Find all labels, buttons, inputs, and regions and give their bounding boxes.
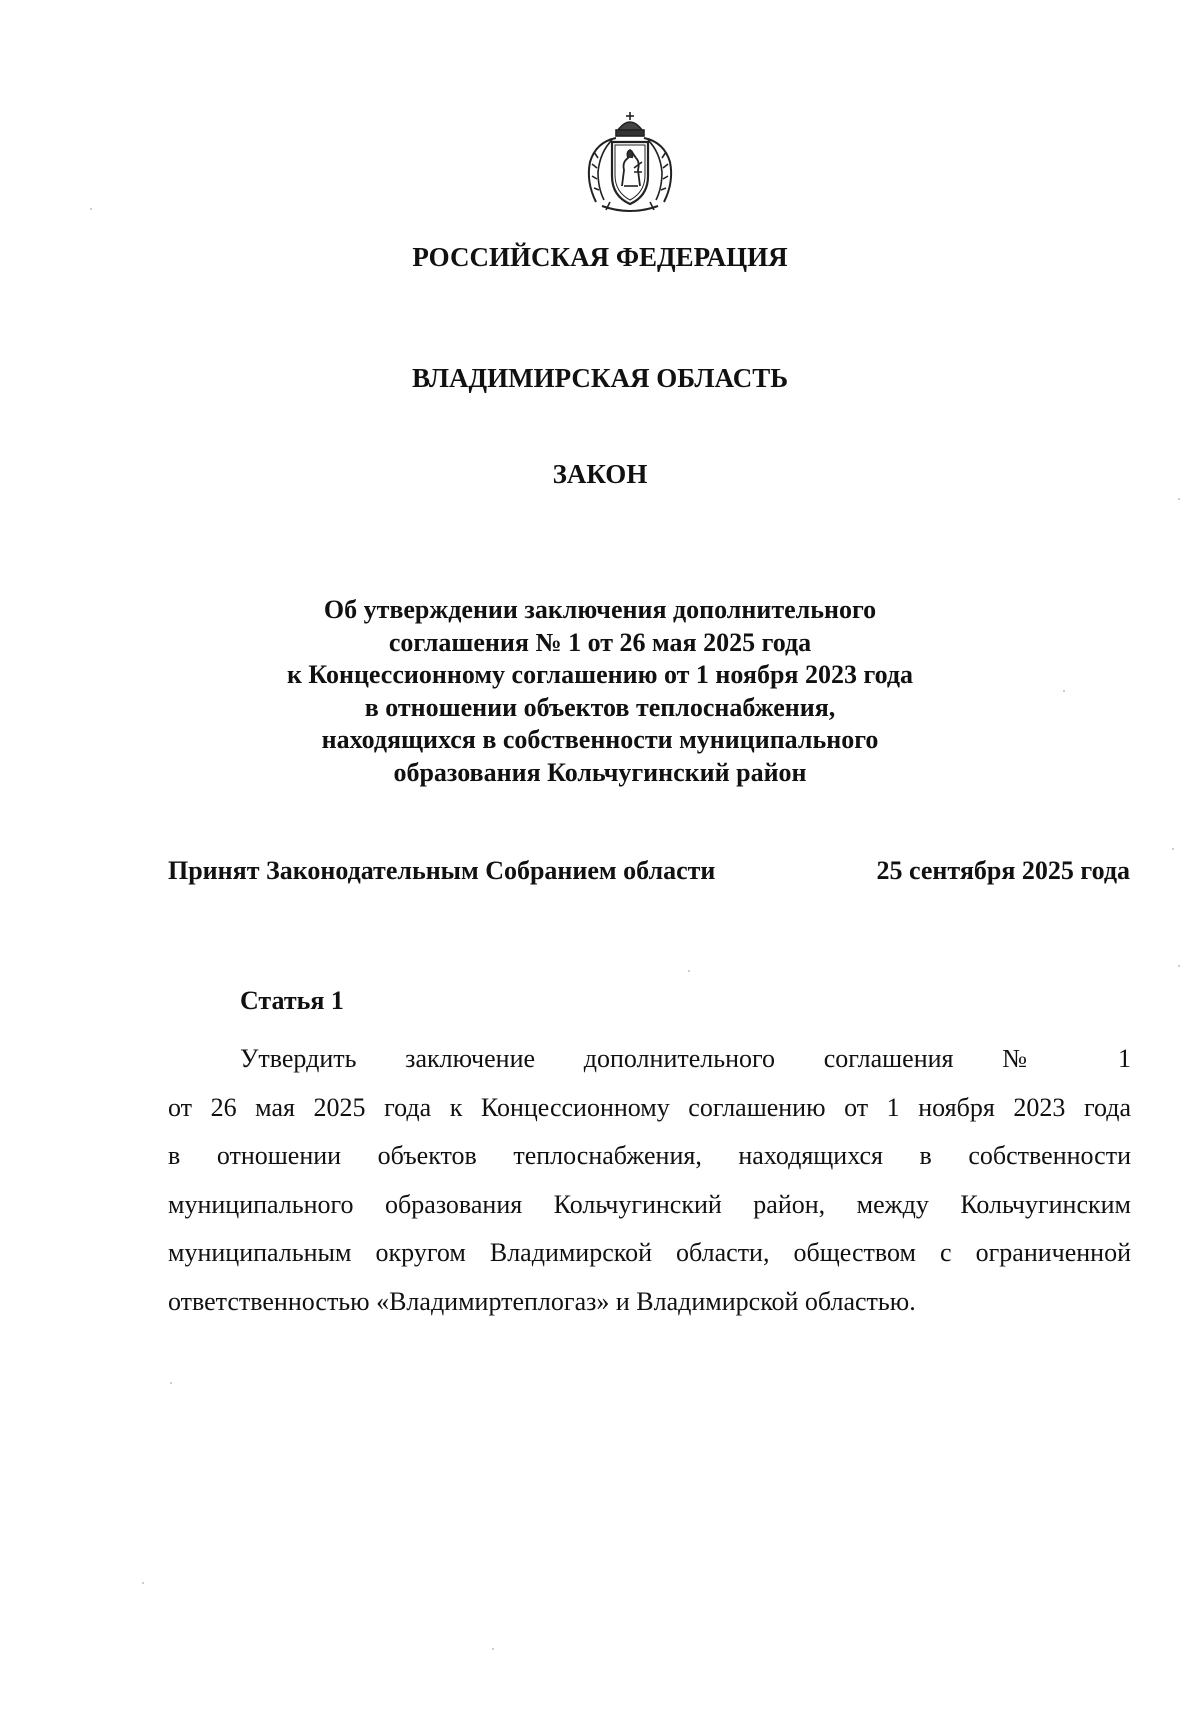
document-type-heading: ЗАКОН <box>552 459 648 489</box>
law-title-line: соглашения № 1 от 26 мая 2025 года <box>388 627 812 657</box>
article-body-line: муниципальным округом Владимирской области, обществом с ограниченной <box>168 1238 1131 1267</box>
article-body <box>168 1035 1131 1326</box>
scan-speck <box>1178 965 1180 967</box>
coat-of-arms-icon <box>582 112 678 214</box>
scan-speck <box>90 208 92 210</box>
scan-speck <box>1178 498 1180 500</box>
scan-speck <box>492 1648 494 1650</box>
article-body-line: муниципального образования Кольчугинский район, между Кольчугинским <box>168 1189 1131 1219</box>
adoption-date: 25 сентября 2025 года <box>876 856 1130 885</box>
article-title: Статья 1 <box>240 986 344 1015</box>
region-heading: ВЛАДИМИРСКАЯ ОБЛАСТЬ <box>411 363 789 393</box>
country-heading: РОССИЙСКАЯ ФЕДЕРАЦИЯ <box>412 242 788 272</box>
law-title-line: находящихся в собственности муниципального <box>321 725 879 754</box>
scan-speck <box>1172 848 1174 850</box>
article-body-line: от 26 мая 2025 года к Концессионному соглашению от 1 ноября 2023 года <box>168 1092 1131 1122</box>
adoption-label: Принят Законодательным Собранием области <box>168 856 716 885</box>
scan-speck <box>142 1582 144 1584</box>
scan-speck <box>1063 690 1065 692</box>
scan-speck <box>688 970 690 972</box>
article-body-line: Утвердить заключение дополнительного соглашения № 1 <box>240 1044 1131 1073</box>
article-body-line: ответственностью «Владимиртеплогаз» и Владимирской областью. <box>168 1286 916 1316</box>
law-title-line: в отношении объектов теплоснабжения, <box>364 692 836 722</box>
law-title-line: образования Кольчугинский район <box>393 757 807 787</box>
article-body-line: в отношении объектов теплоснабжения, находящихся в собственности <box>168 1141 1131 1170</box>
law-title-line: Об утверждении заключения дополнительного <box>323 595 877 624</box>
law-title-line: к Концессионному соглашению от 1 ноября 2023 года <box>286 660 914 689</box>
law-title <box>200 594 1000 789</box>
scan-speck <box>170 1382 172 1384</box>
